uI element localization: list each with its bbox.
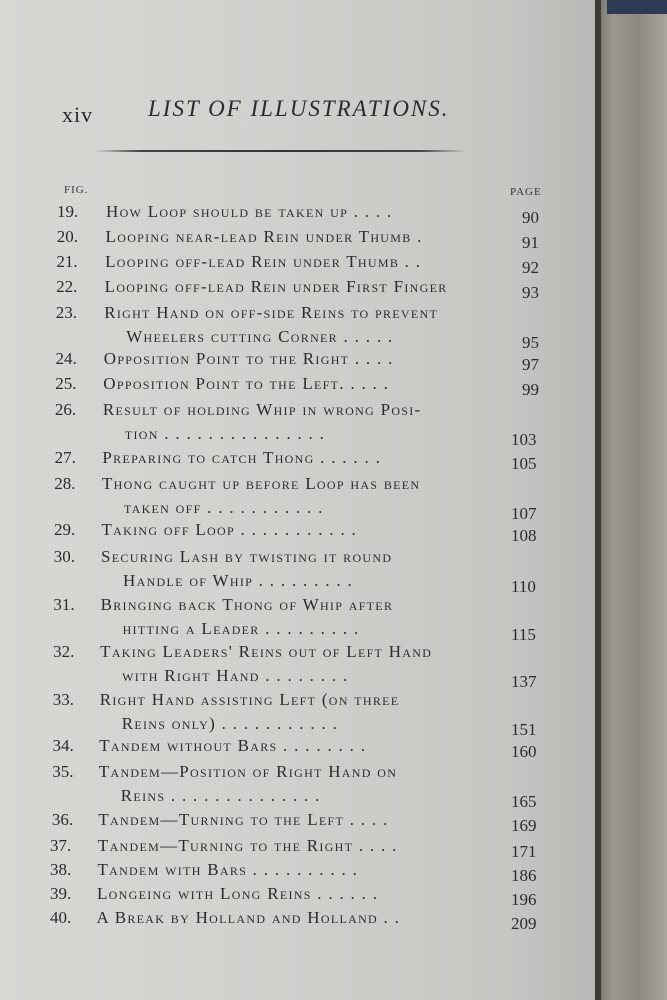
fig-column-heading: FIG. bbox=[64, 184, 89, 196]
entry-caption-line: How Loop should be taken up . . . . bbox=[106, 202, 393, 221]
page-reference: 209 bbox=[511, 914, 537, 933]
running-title: LIST OF ILLUSTRATIONS. bbox=[148, 96, 450, 121]
page-number: xiv bbox=[62, 102, 94, 127]
entry-caption-line: Right Hand on off-side Reins to prevent bbox=[104, 303, 439, 322]
page-reference: 92 bbox=[522, 258, 539, 277]
entry-caption-line: Taking Leaders' Reins out of Left Hand bbox=[100, 642, 433, 661]
entry-caption-line: Wheelers cutting Corner . . . . . bbox=[126, 327, 394, 346]
entry-caption-line: Longeing with Long Reins . . . . . . bbox=[97, 884, 379, 903]
entry-caption-line: Handle of Whip . . . . . . . . . bbox=[123, 571, 353, 590]
figure-number: 23. bbox=[55, 303, 78, 322]
entry-caption-line: hitting a Leader . . . . . . . . . bbox=[122, 619, 360, 638]
figure-number: 34. bbox=[52, 736, 74, 755]
entry-caption-line: A Break by Holland and Holland . . bbox=[96, 908, 401, 927]
figure-number: 27. bbox=[54, 448, 76, 467]
entry-caption-line: Result of holding Whip in wrong Posi- bbox=[102, 400, 422, 419]
page-reference: 90 bbox=[522, 208, 539, 227]
page-reference: 169 bbox=[511, 816, 537, 835]
figure-number: 35. bbox=[52, 762, 74, 781]
page-reference: 110 bbox=[511, 577, 536, 596]
entry-caption-line: Tandem—Turning to the Left . . . . bbox=[98, 810, 389, 829]
entry-caption-line: Right Hand assisting Left (on three bbox=[99, 690, 400, 709]
page-reference: 105 bbox=[511, 454, 537, 473]
page-reference: 165 bbox=[511, 792, 537, 811]
figure-number: 22. bbox=[56, 277, 78, 296]
page-reference: 160 bbox=[511, 742, 537, 761]
page-reference: 91 bbox=[522, 233, 539, 252]
entry-caption-line: with Right Hand . . . . . . . . bbox=[122, 666, 349, 685]
page-reference: 108 bbox=[511, 526, 537, 545]
figure-number: 40. bbox=[50, 908, 72, 927]
book-edge bbox=[595, 0, 667, 1000]
figure-number: 19. bbox=[57, 202, 79, 221]
page-reference: 107 bbox=[511, 504, 537, 523]
figure-number: 29. bbox=[54, 520, 76, 539]
entry-caption-line: Opposition Point to the Left. . . . . bbox=[103, 374, 390, 393]
page-reference: 171 bbox=[511, 842, 537, 861]
figure-number: 24. bbox=[55, 349, 77, 368]
figure-number: 31. bbox=[53, 595, 75, 614]
entry-caption-line: Reins only) . . . . . . . . . . . bbox=[121, 714, 339, 733]
entry-caption-line: Reins . . . . . . . . . . . . . . bbox=[120, 786, 321, 805]
figure-number: 39. bbox=[50, 884, 72, 903]
entry-caption-line: Thong caught up before Loop has been bbox=[101, 474, 421, 493]
page-reference: 97 bbox=[522, 355, 539, 374]
entry-caption-line: Taking off Loop . . . . . . . . . . . bbox=[101, 520, 358, 539]
entry-caption-line: Preparing to catch Thong . . . . . . bbox=[102, 448, 382, 467]
figure-number: 20. bbox=[56, 227, 78, 246]
entry-caption-line: Bringing back Thong of Whip after bbox=[100, 595, 394, 614]
entry-caption-line: Opposition Point to the Right . . . . bbox=[103, 349, 394, 368]
entry-caption-line: Looping off-lead Rein under First Finger bbox=[104, 277, 448, 296]
page-reference: 115 bbox=[511, 625, 536, 644]
figure-number: 33. bbox=[52, 690, 75, 709]
page-reference: 196 bbox=[511, 890, 537, 909]
figure-number: 25. bbox=[55, 374, 77, 393]
figure-number: 32. bbox=[53, 642, 75, 661]
entry-caption-line: Looping off-lead Rein under Thumb . . bbox=[105, 252, 422, 271]
page-reference: 99 bbox=[522, 380, 539, 399]
page-reference: 95 bbox=[522, 333, 539, 352]
figure-number: 30. bbox=[53, 547, 75, 566]
figure-number: 36. bbox=[51, 810, 74, 829]
page-reference: 137 bbox=[511, 672, 537, 691]
page-reference: 93 bbox=[522, 283, 539, 302]
entry-caption-line: Tandem without Bars . . . . . . . . bbox=[99, 736, 367, 755]
page-column-heading: PAGE bbox=[510, 186, 542, 198]
entry-caption-line: Tandem with Bars . . . . . . . . . . bbox=[97, 860, 359, 879]
entry-caption-line: Securing Lash by twisting it round bbox=[101, 547, 393, 566]
entry-caption-line: Tandem—Turning to the Right . . . . bbox=[97, 836, 398, 855]
figure-number: 38. bbox=[50, 860, 72, 879]
page-reference: 103 bbox=[511, 430, 537, 449]
entry-caption-line: taken off . . . . . . . . . . . bbox=[123, 498, 324, 517]
figure-number: 37. bbox=[50, 836, 72, 855]
figure-number: 21. bbox=[56, 252, 78, 271]
page-reference: 186 bbox=[511, 866, 537, 885]
figure-number: 28. bbox=[54, 474, 76, 493]
page-reference: 151 bbox=[511, 720, 537, 739]
entry-caption-line: Looping near-lead Rein under Thumb . bbox=[105, 227, 423, 246]
entry-caption-line: Tandem—Position of Right Hand on bbox=[98, 762, 398, 781]
figure-number: 26. bbox=[54, 400, 77, 419]
entry-caption-line: tion . . . . . . . . . . . . . . . bbox=[124, 424, 326, 443]
